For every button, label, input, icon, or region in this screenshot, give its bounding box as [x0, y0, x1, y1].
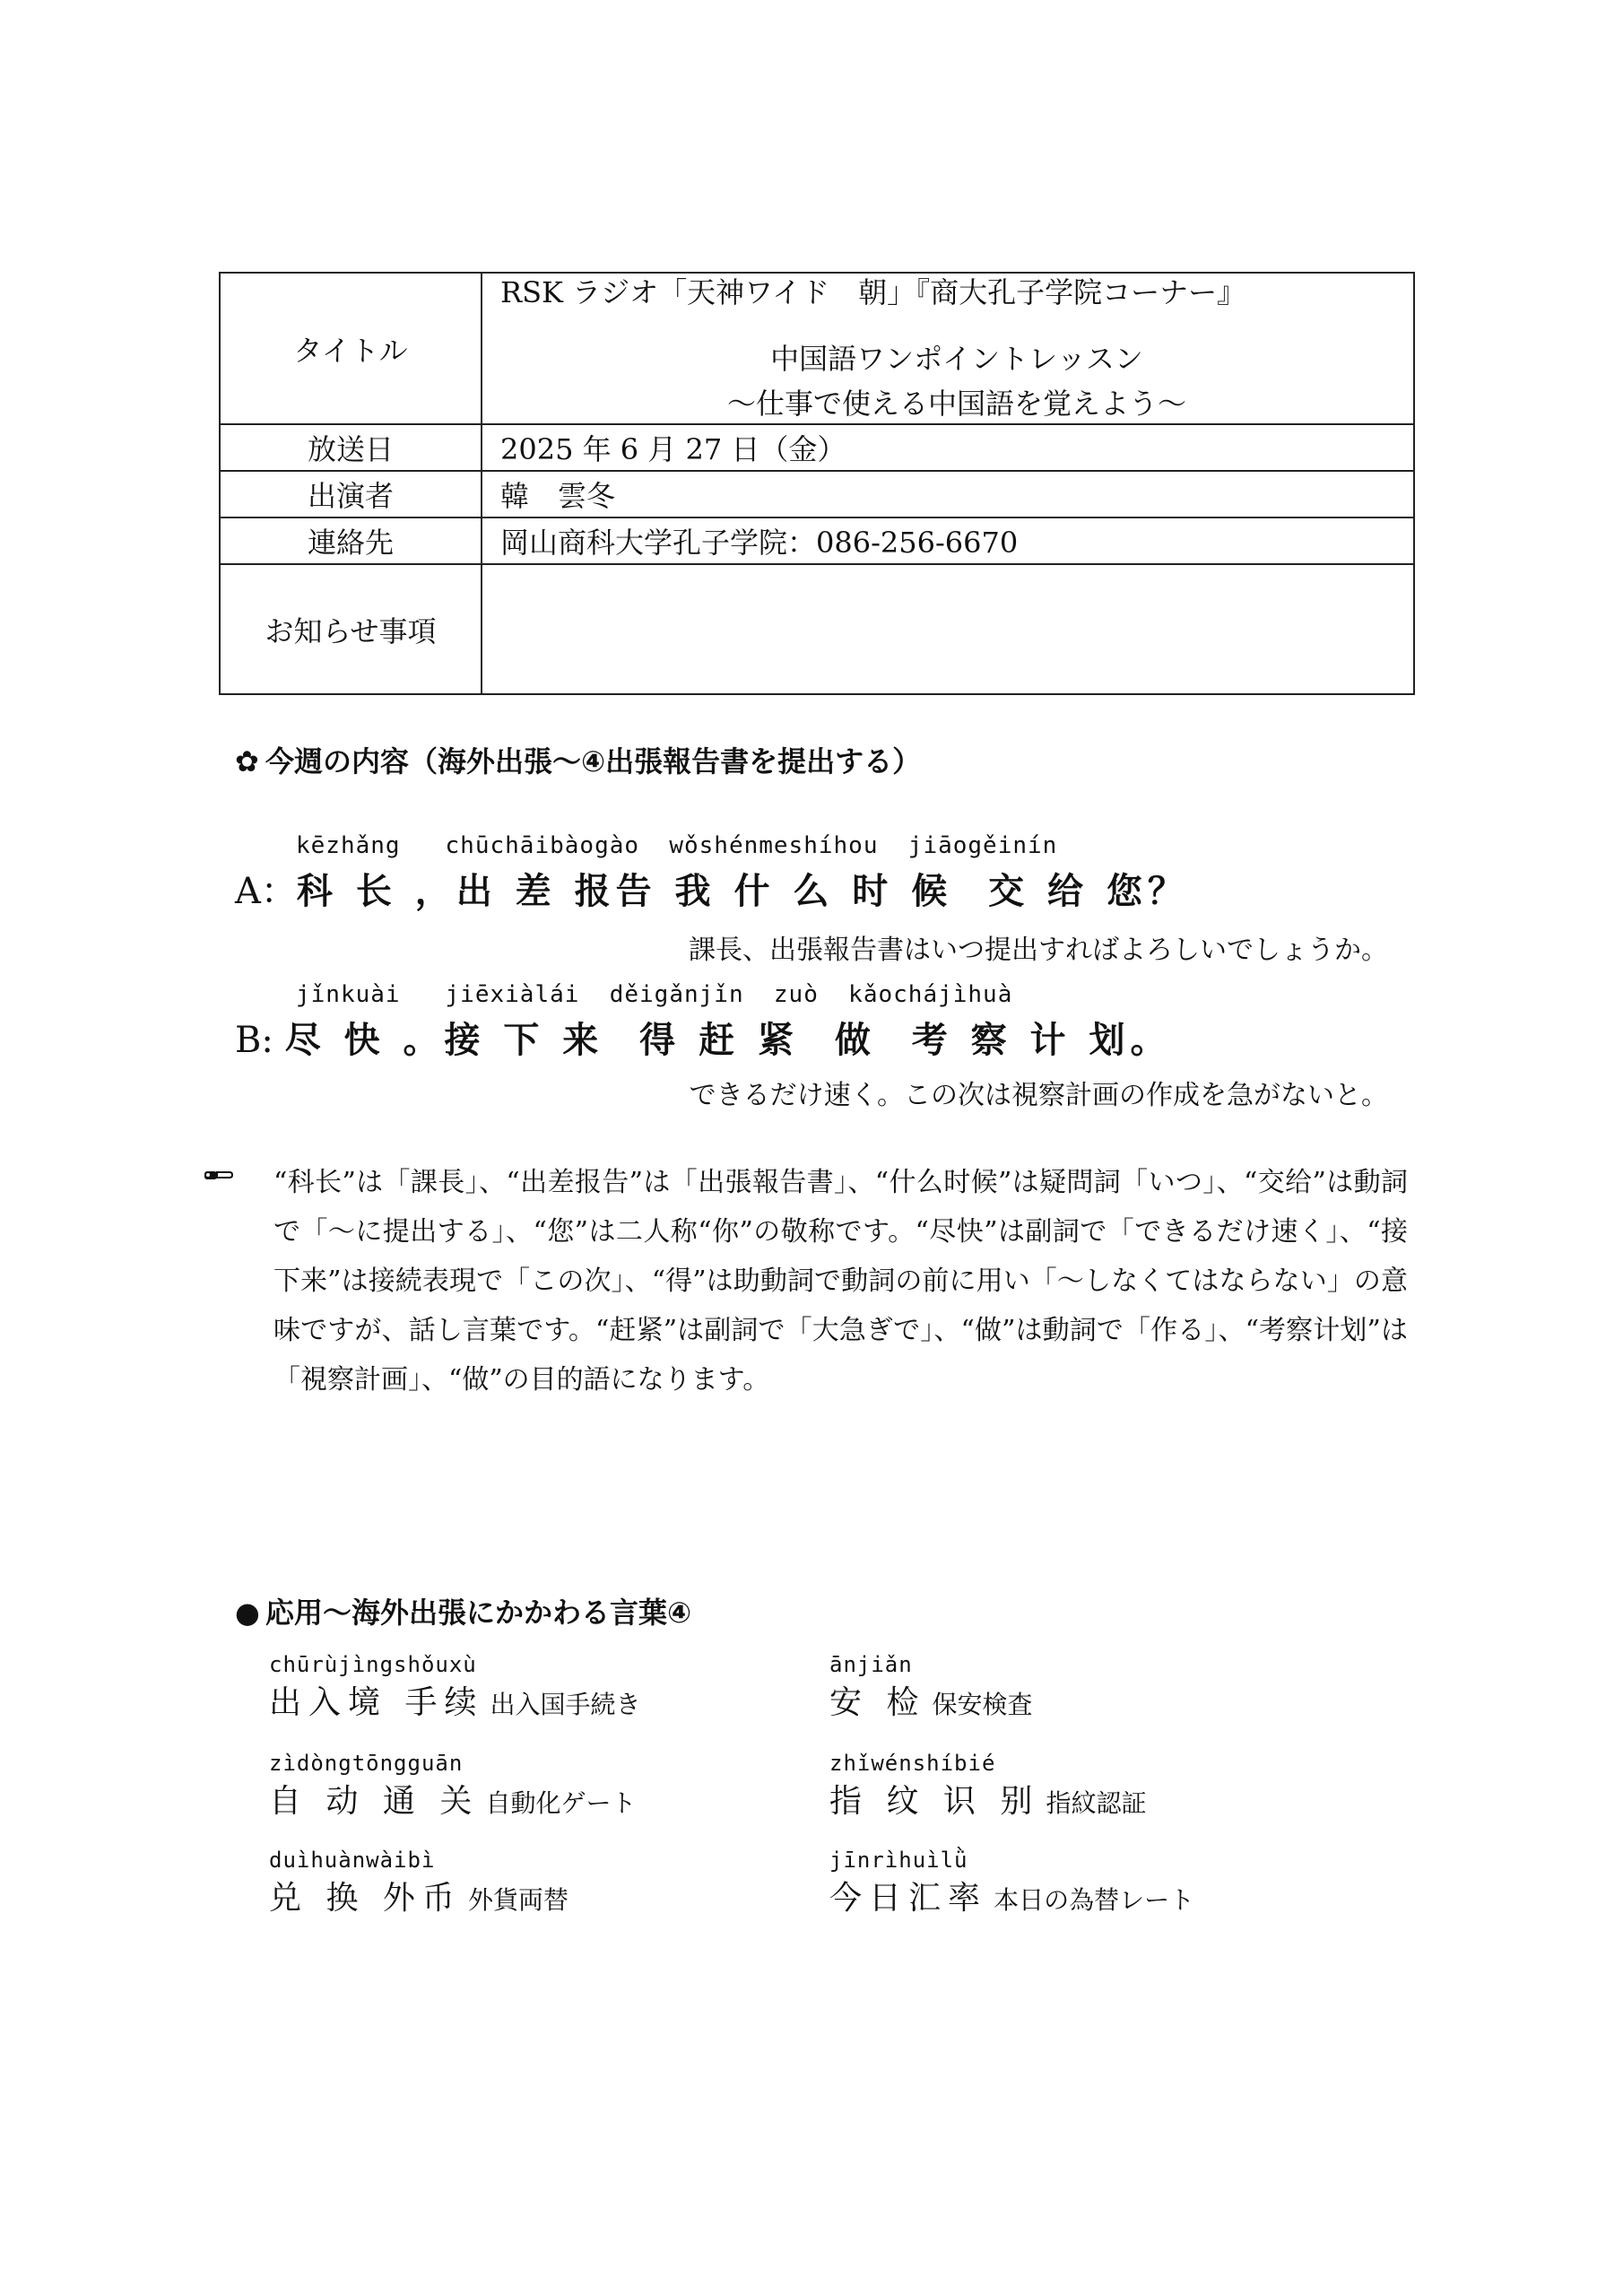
dialog-b-pinyin: jǐnkuài jiēxiàlái děigǎnjǐn zuò kǎochájìhuà [296, 981, 1013, 1008]
vocab-hanzi: 安 检 [829, 1684, 926, 1721]
section-heading-content [235, 739, 921, 780]
flower-icon: ✿ [235, 744, 259, 778]
vocab-meaning: 外貨両替 [467, 1885, 568, 1915]
section-heading-vocab-text: 応用～海外出張にかかわる言葉④ [265, 1596, 692, 1630]
vocab-hanzi: 出入境 手续 [269, 1684, 484, 1721]
lesson-title: 中国語ワンポイントレッスン [770, 341, 1143, 376]
title-label: タイトル [220, 273, 482, 424]
vocab-pinyin: duìhuànwàibì [269, 1848, 436, 1873]
dialog-a-pinyin: kēzhǎng chūchāibàogào wǒshénmeshíhou jiāogěinín [296, 832, 1058, 859]
vocab-item [269, 1848, 568, 1918]
performer-value: 韓 雲冬 [482, 471, 1414, 517]
notice-label: お知らせ事項 [220, 564, 482, 694]
dialog-b-line [235, 1012, 1171, 1063]
speaker-b: B: [235, 1020, 285, 1061]
vocab-meaning: 指紋認証 [1046, 1788, 1147, 1818]
vocab-pinyin: ānjiǎn [829, 1652, 913, 1677]
vocab-pinyin: jīnrìhuìlǜ [829, 1848, 968, 1873]
contact-label: 連絡先 [220, 517, 482, 564]
performer-label: 出演者 [220, 471, 482, 517]
vocab-pinyin: zìdòngtōngguān [269, 1751, 464, 1776]
vocab-item [829, 1848, 1194, 1918]
vocab-meaning: 自動化ゲート [485, 1788, 637, 1818]
dialog-a-line [235, 863, 1189, 914]
explanation-text: “科长”は「課長」、“出差报告”は「出張報告書」、“什么时候”は疑問詞「いつ」、“交给”は動詞で「～に提出する」、“您”は二人称“你”の敬称です。“尽快”は副詞で「できるだけ速く」、“接下来”は接続表現で「この次」、“得”は助動詞で動詞の前に用い「～しなくてはならない」の意味ですが、話し言葉です。“赶紧”は副詞で「大急ぎで」、“做”は動詞で「作る」、“考察计划”は「視察計画」、“做”の目的語になります。 [273, 1167, 1408, 1396]
vocab-hanzi: 自 动 通 关 [269, 1783, 480, 1820]
lesson-subtitle: ～仕事で使える中国語を覚えよう～ [726, 386, 1186, 421]
vocab-hanzi: 兑 换 外币 [269, 1880, 462, 1917]
vocab-pinyin: chūrùjìngshǒuxù [269, 1652, 477, 1677]
date-value: 2025 年 6 月 27 日（金） [482, 424, 1414, 471]
vocab-meaning: 保安検査 [932, 1690, 1033, 1719]
pointing-hand-icon [203, 1166, 235, 1184]
vocab-item [829, 1751, 1146, 1822]
speaker-a: A： [235, 871, 297, 912]
vocab-hanzi: 今日汇率 [829, 1880, 988, 1917]
info-row-notice [220, 564, 1414, 694]
title-value [482, 273, 1414, 424]
vocab-pinyin: zhǐwénshíbié [829, 1751, 996, 1776]
info-row-performer [220, 471, 1414, 517]
dialog-a-text: 科 长 ，出 差 报告 我 什 么 时 候 交 给 您？ [296, 870, 1189, 912]
vocab-item [269, 1652, 641, 1723]
dialog-a-translation: 課長、出張報告書はいつ提出すればよろしいでしょうか。 [689, 935, 1388, 966]
dialog-b-translation: できるだけ速く。この次は視察計画の作成を急がないと。 [689, 1080, 1388, 1111]
section-heading-vocab [235, 1590, 691, 1631]
program-title: RSK ラジオ「天神ワイド 朝」『商大孔子学院コーナー』 [500, 274, 1246, 309]
info-row-date [220, 424, 1414, 471]
notice-value [482, 564, 1414, 694]
vocab-meaning: 出入国手続き [490, 1690, 641, 1719]
info-row-contact [220, 517, 1414, 564]
vocab-hanzi: 指 纹 识 别 [829, 1783, 1040, 1820]
contact-value: 岡山商科大学孔子学院：086-256-6670 [482, 517, 1414, 564]
vocab-item [269, 1751, 636, 1822]
info-row-title [220, 273, 1414, 424]
vocab-meaning: 本日の為替レート [994, 1885, 1195, 1915]
date-label: 放送日 [220, 424, 482, 471]
dialog-b-text: 尽 快 。接 下 来 得 赶 紧 做 考 察 计 划。 [284, 1019, 1172, 1061]
bullet-icon: ● [235, 1596, 260, 1630]
info-table [219, 272, 1415, 695]
vocab-item [829, 1652, 1033, 1723]
section-heading-text: 今週の内容（海外出張～④出張報告書を提出する） [265, 744, 922, 778]
